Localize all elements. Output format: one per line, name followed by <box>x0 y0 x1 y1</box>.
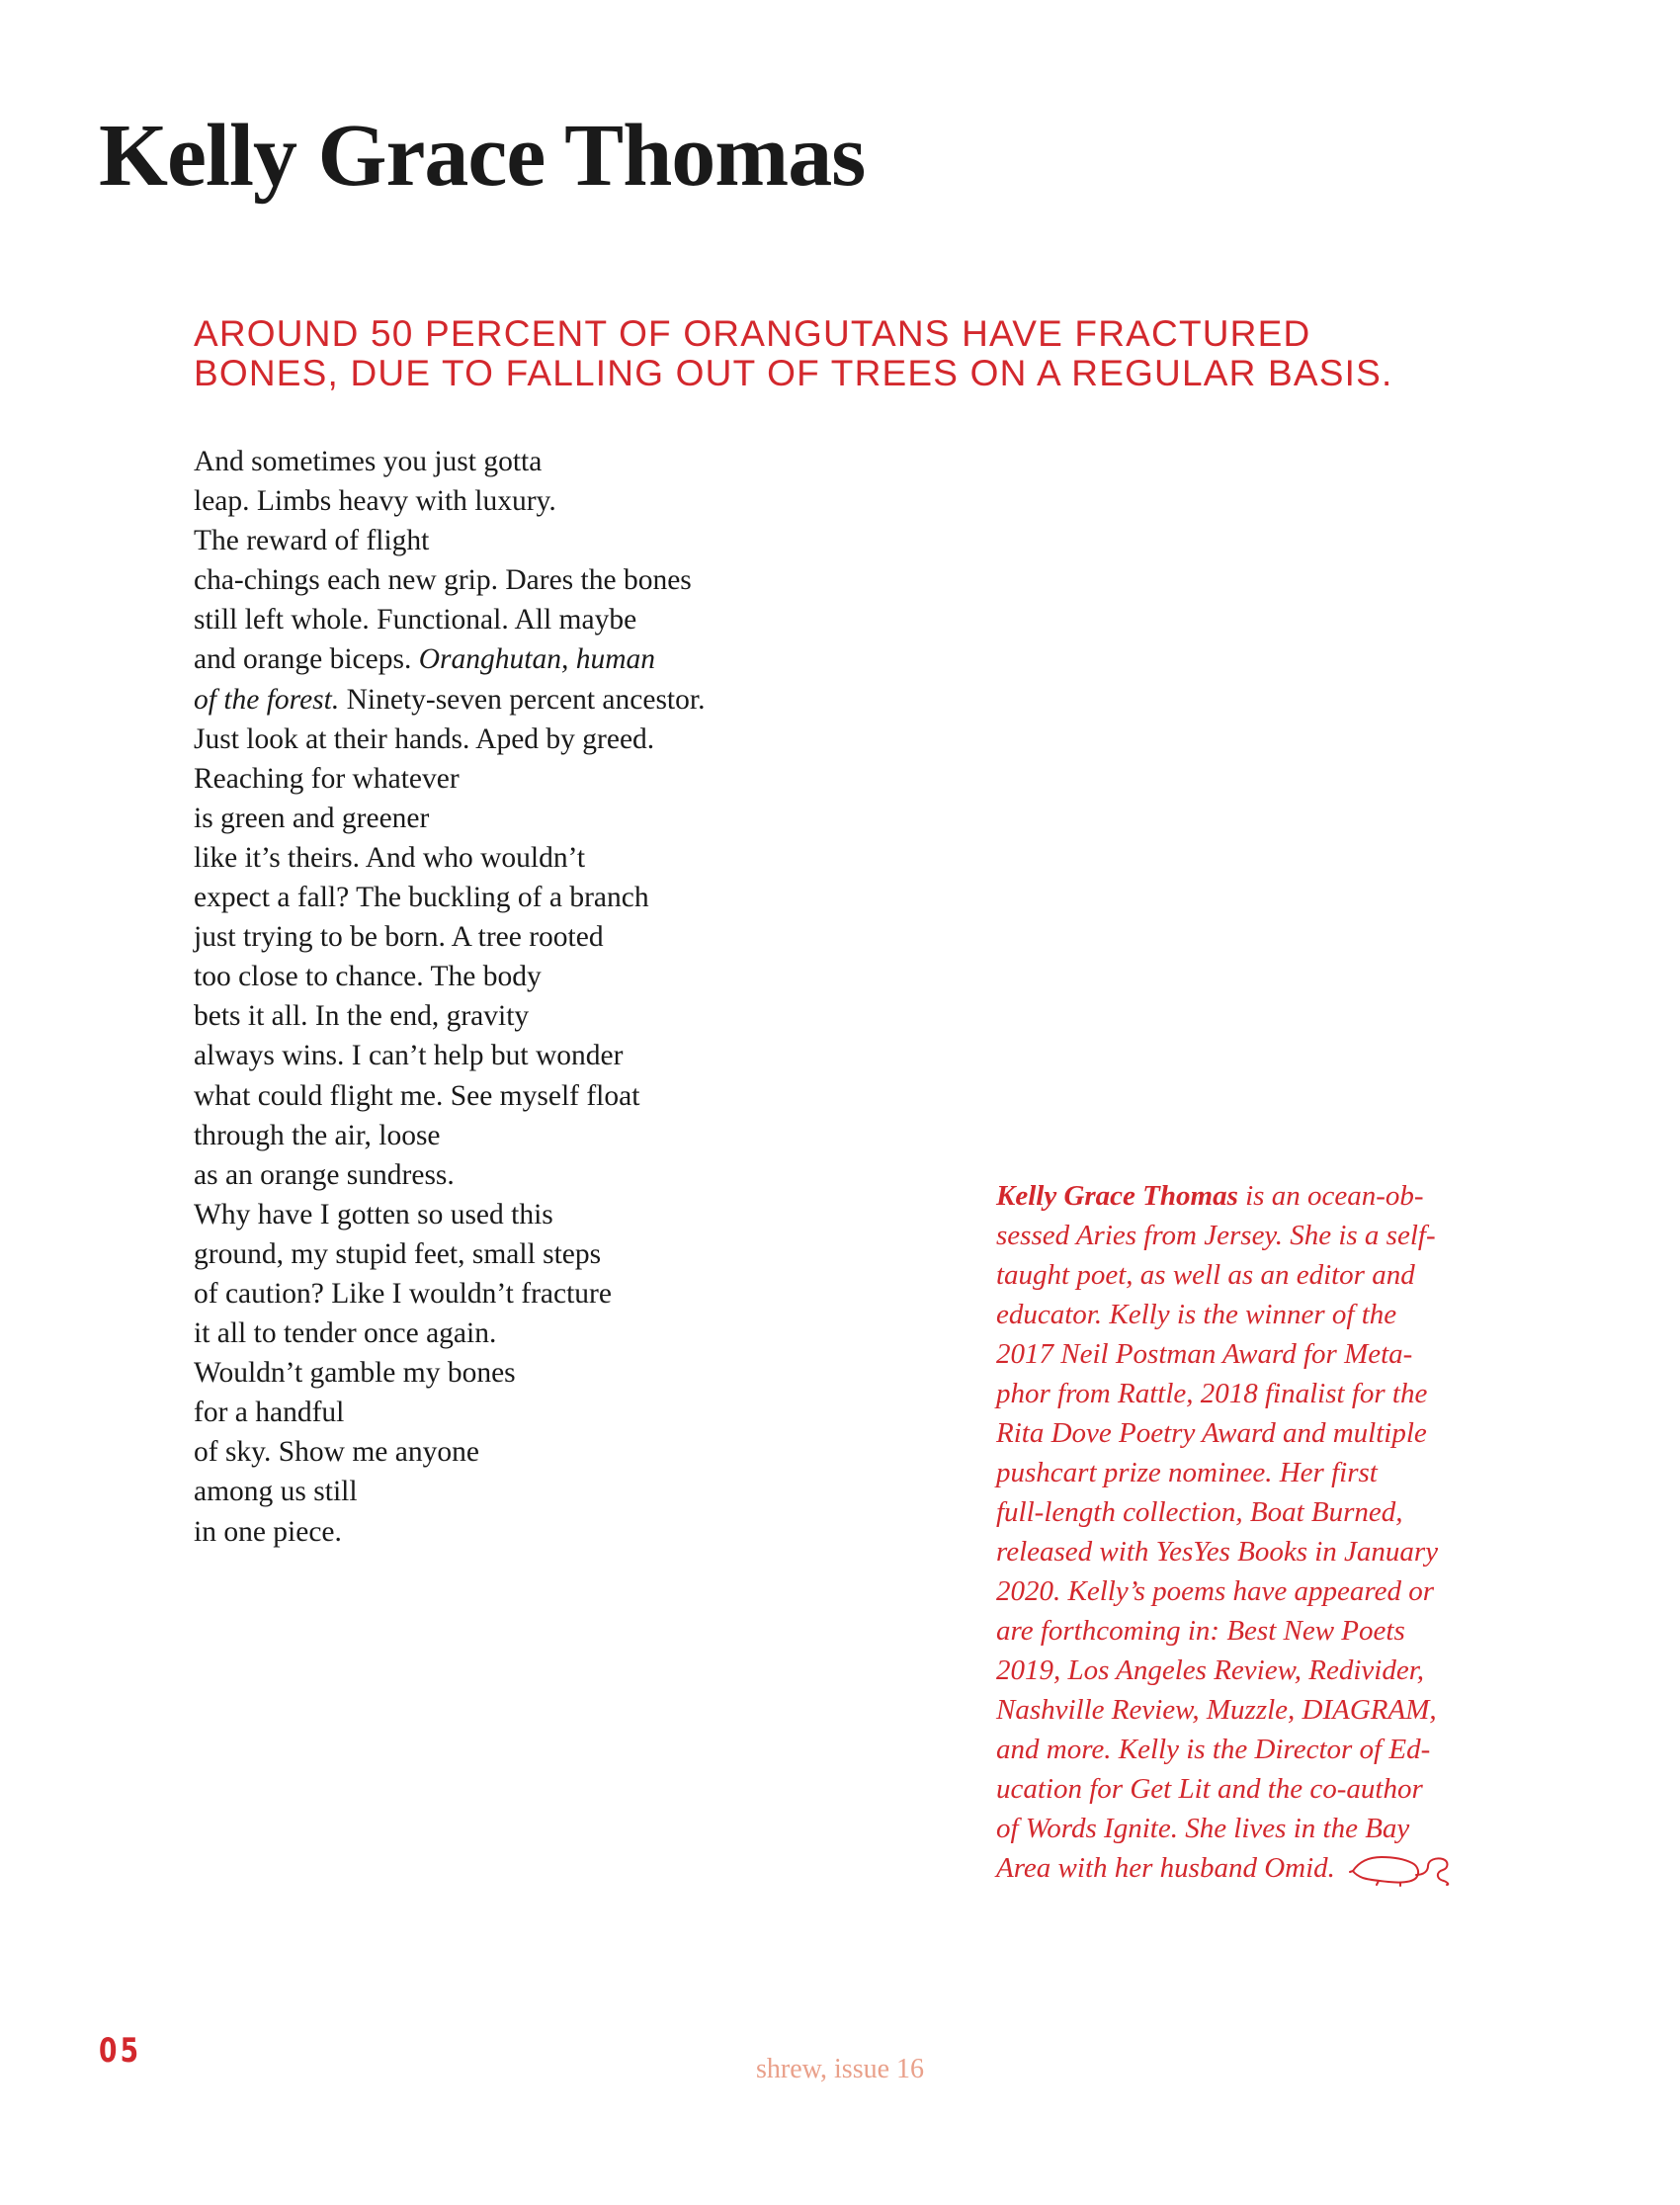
bio-line: Nashville Review, Muzzle, DIAGRAM, <box>996 1694 1437 1726</box>
poem-line: through the air, loose <box>194 1119 441 1151</box>
bio-line: 2019, Los Angeles Review, Redivider, <box>996 1654 1425 1686</box>
bio-line: educator. Kelly is the winner of the <box>996 1299 1397 1330</box>
bio-line: Rita Dove Poetry Award and multiple <box>996 1417 1427 1449</box>
poem-line: what could flight me. See myself float <box>194 1079 640 1112</box>
bio-line: full-length collection, Boat Burned, <box>996 1496 1403 1528</box>
poem-line: it all to tender once again. <box>194 1317 497 1350</box>
bio-line: of Words Ignite. She lives in the Bay <box>996 1813 1410 1844</box>
poem-line: too close to chance. The body <box>194 961 542 993</box>
bio-line: 2020. Kelly’s poems have appeared or <box>996 1575 1434 1607</box>
poem-line: always wins. I can’t help but wonder <box>194 1040 624 1072</box>
poem-line: of sky. Show me anyone <box>194 1436 479 1469</box>
poem-title <box>194 314 1577 393</box>
page-number: 05 <box>99 2031 142 2071</box>
poem-line: ground, my stupid feet, small steps <box>194 1237 602 1270</box>
publication-footer: shrew, issue 16 <box>755 2054 925 2084</box>
poem-line: Wouldn’t gamble my bones <box>194 1357 516 1390</box>
poem-title-line: AROUND 50 PERCENT OF ORANGUTANS HAVE FRACTURED <box>194 313 1311 354</box>
bio-line: 2017 Neil Postman Award for Meta- <box>996 1338 1413 1370</box>
bio-line <box>996 1176 1550 1216</box>
poem-line: among us still <box>194 1476 358 1508</box>
poem-line: expect a fall? The buckling of a branch <box>194 882 649 914</box>
bio-line: released with YesYes Books in January <box>996 1536 1439 1568</box>
poem-line: in one piece. <box>194 1515 342 1548</box>
poem-line: Just look at their hands. Aped by greed. <box>194 722 655 755</box>
poem-line: The reward of flight <box>194 525 430 557</box>
bio-line: sessed Aries from Jersey. She is a self- <box>996 1220 1436 1251</box>
poem-title-line: BONES, DUE TO FALLING OUT OF TREES ON A REGULAR BASIS. <box>194 353 1393 393</box>
poem-line <box>194 680 885 720</box>
bio-line: taught poet, as well as an editor and <box>996 1259 1415 1291</box>
poem-italic-text: Oranghutan, human <box>418 643 656 676</box>
poem-text: and orange biceps. <box>194 643 419 676</box>
poem-line: of caution? Like I wouldn’t fracture <box>194 1277 612 1310</box>
bio-text: Area with her husband Omid. <box>996 1852 1335 1884</box>
poem-line: as an orange sundress. <box>194 1158 455 1191</box>
poem-line: leap. Limbs heavy with luxury. <box>194 485 556 518</box>
poem-line: for a handful <box>194 1397 345 1429</box>
poem-body <box>194 442 885 1552</box>
poem-line: just trying to be born. A tree rooted <box>194 921 604 954</box>
author-heading: Kelly Grace Thomas <box>99 107 866 205</box>
bio-line: and more. Kelly is the Director of Ed- <box>996 1734 1431 1765</box>
bio-line: phor from Rattle, 2018 finalist for the <box>996 1378 1428 1409</box>
poem-line: Reaching for whatever <box>194 762 460 795</box>
bio-text: is an ocean-ob- <box>1237 1180 1424 1212</box>
bio-line <box>996 1848 1550 1898</box>
poem-line: bets it all. In the end, gravity <box>194 1000 530 1033</box>
poem-line: And sometimes you just gotta <box>194 446 543 477</box>
poem-line: like it’s theirs. And who wouldn’t <box>194 841 586 874</box>
bio-line: ucation for Get Lit and the co-author <box>996 1773 1423 1805</box>
poem-italic-text: of the forest. <box>194 683 340 716</box>
poem-line <box>194 639 885 679</box>
poem-line: still left whole. Functional. All maybe <box>194 604 637 636</box>
shrew-icon <box>1349 1849 1452 1898</box>
poem-line: is green and greener <box>194 802 430 834</box>
poem-line: Why have I gotten so used this <box>194 1198 553 1230</box>
poem-text: Ninety-seven percent ancestor. <box>339 683 706 716</box>
bio-author-name: Kelly Grace Thomas <box>996 1180 1238 1212</box>
bio-line: pushcart prize nominee. Her first <box>996 1457 1378 1488</box>
bio-line: are forthcoming in: Best New Poets <box>996 1615 1405 1647</box>
poem-line: cha-chings each new grip. Dares the bones <box>194 564 692 597</box>
author-bio <box>996 1176 1550 1898</box>
